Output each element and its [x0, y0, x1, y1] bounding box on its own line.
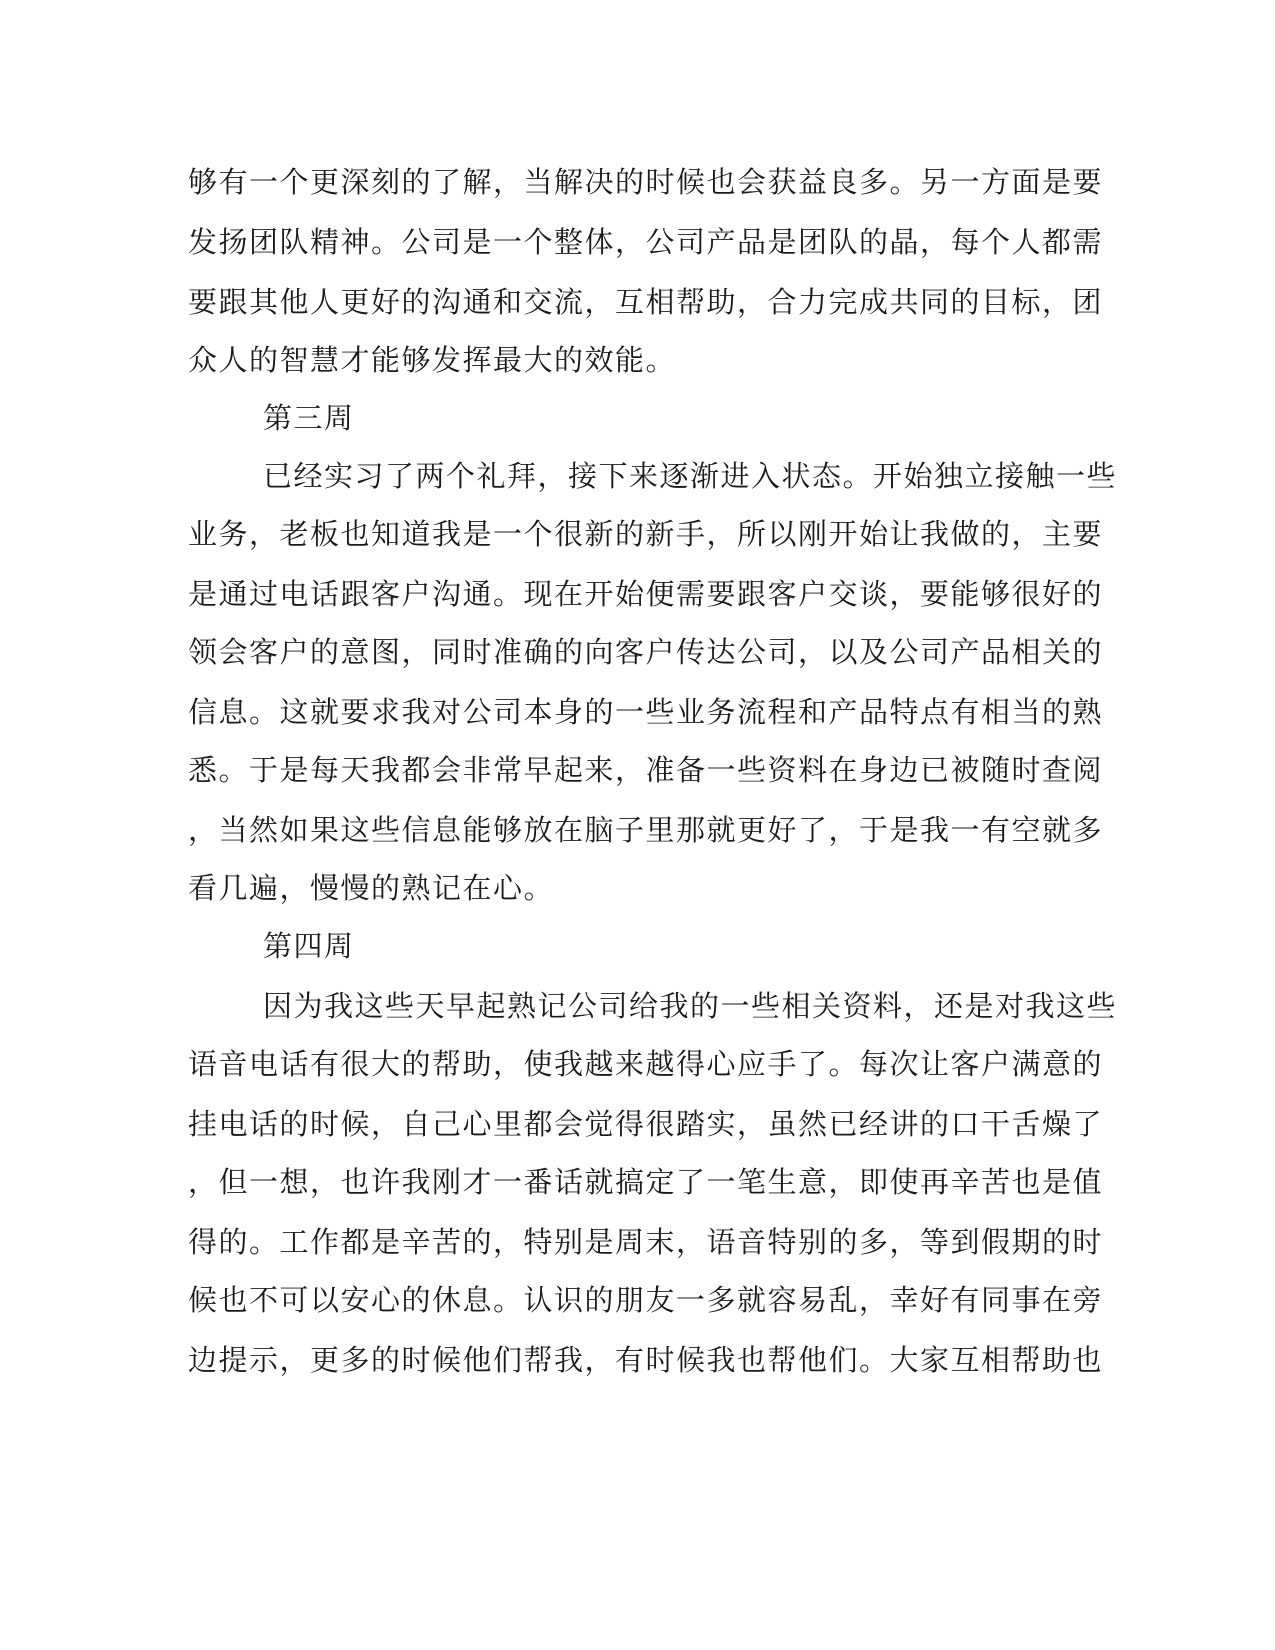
- text-line: 因为我这些天早起熟记公司给我的一些相关资料，还是对我这些: [263, 989, 1118, 1023]
- text-line: ，当然如果这些信息能够放在脑子里那就更好了，于是我一有空就多: [188, 813, 1104, 847]
- text-line: 挂电话的时候，自己心里都会觉得很踏实，虽然已经讲的口干舌燥了: [188, 1107, 1104, 1141]
- text-line: 发扬团队精神。公司是一个整体，公司产品是团队的晶，每个人都需: [188, 225, 1104, 259]
- text-line: 要跟其他人更好的沟通和交流，互相帮助，合力完成共同的目标，团: [188, 285, 1104, 319]
- text-line: 语音电话有很大的帮助，使我越来越得心应手了。每次让客户满意的: [188, 1047, 1104, 1081]
- text-line: 候也不可以安心的休息。认识的朋友一多就容易乱，幸好有同事在旁: [188, 1283, 1104, 1317]
- section-heading-week-3: 第三周: [263, 401, 355, 435]
- text-line: 已经实习了两个礼拜，接下来逐渐进入状态。开始独立接触一些: [263, 459, 1118, 493]
- text-line: 看几遍，慢慢的熟记在心。: [188, 871, 555, 905]
- text-line: 信息。这就要求我对公司本身的一些业务流程和产品特点有相当的熟: [188, 695, 1104, 729]
- text-line: 边提示，更多的时候他们帮我，有时候我也帮他们。大家互相帮助也: [188, 1343, 1104, 1377]
- text-line: 是通过电话跟客户沟通。现在开始便需要跟客户交谈，要能够很好的: [188, 577, 1104, 611]
- text-line: 众人的智慧才能够发挥最大的效能。: [188, 343, 677, 377]
- text-line: ，但一想，也许我刚才一番话就搞定了一笔生意，即使再辛苦也是值: [188, 1165, 1104, 1199]
- section-heading-week-4: 第四周: [263, 929, 355, 963]
- text-line: 悉。于是每天我都会非常早起来，准备一些资料在身边已被随时查阅: [188, 753, 1104, 787]
- text-line: 领会客户的意图，同时准确的向客户传达公司，以及公司产品相关的: [188, 635, 1104, 669]
- text-line: 够有一个更深刻的了解，当解决的时候也会获益良多。另一方面是要: [188, 165, 1104, 199]
- text-line: 得的。工作都是辛苦的，特别是周末，语音特别的多，等到假期的时: [188, 1225, 1104, 1259]
- text-line: 业务，老板也知道我是一个很新的新手，所以刚开始让我做的，主要: [188, 517, 1104, 551]
